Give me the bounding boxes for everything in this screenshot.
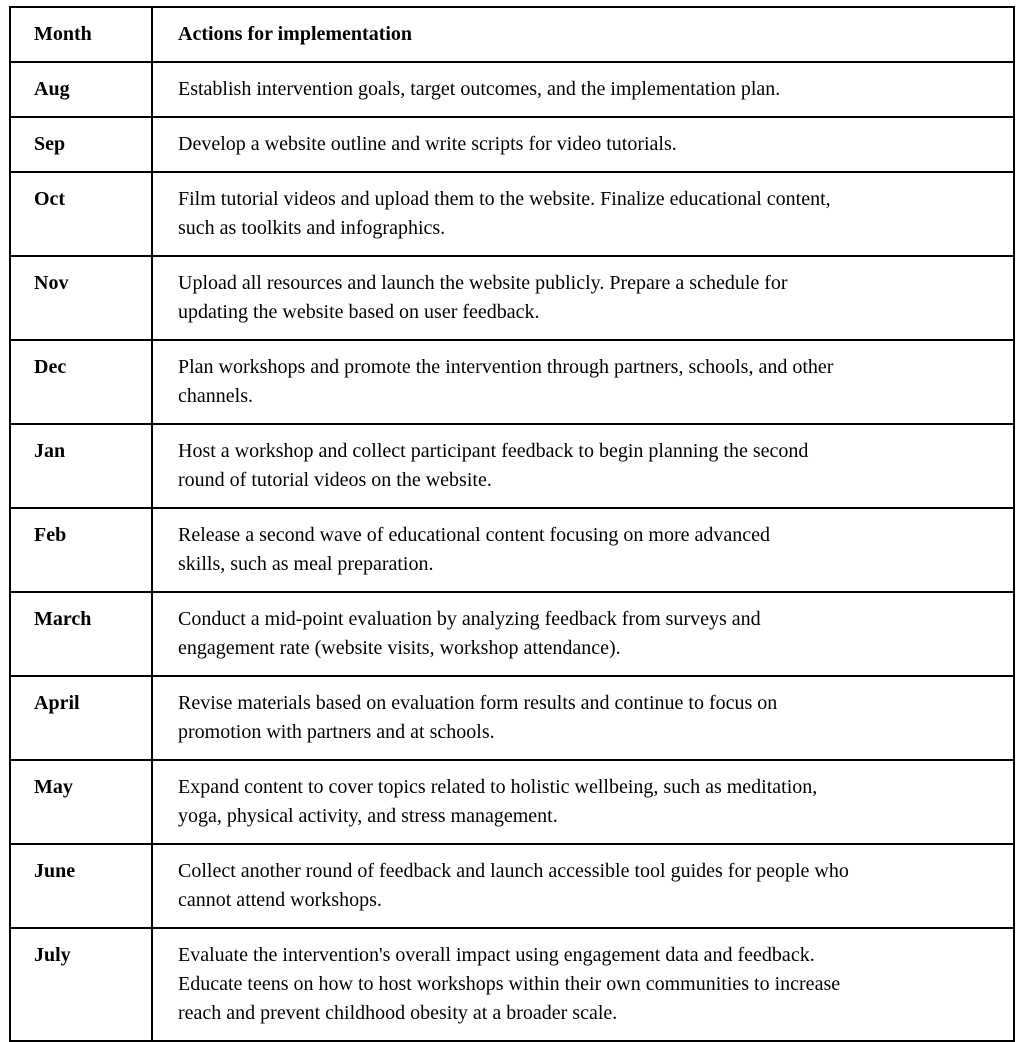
month-cell: Sep [10,117,152,172]
table-row [10,172,1014,256]
table-row [10,928,1014,1041]
action-cell: Evaluate the intervention's overall impact using engagement data and feedback. Educate teens on how to host workshops within their own communities to increase reach and prevent childhood obesity at a broader scale. [152,928,1014,1041]
month-cell: Dec [10,340,152,424]
table-row [10,62,1014,117]
month-cell: Nov [10,256,152,340]
action-cell: Conduct a mid-point evaluation by analyzing feedback from surveys and engagement rate (website visits, workshop attendance). [152,592,1014,676]
month-cell: May [10,760,152,844]
action-cell: Expand content to cover topics related to holistic wellbeing, such as meditation, yoga, physical activity, and stress management. [152,760,1014,844]
table-row [10,760,1014,844]
month-cell: Jan [10,424,152,508]
table-row [10,508,1014,592]
implementation-schedule-table [9,6,1015,1042]
table-row [10,424,1014,508]
table-row [10,256,1014,340]
month-cell: June [10,844,152,928]
action-cell: Collect another round of feedback and launch accessible tool guides for people who cannot attend workshops. [152,844,1014,928]
header-row [10,7,1014,62]
month-cell: Aug [10,62,152,117]
month-cell: April [10,676,152,760]
month-cell: Feb [10,508,152,592]
table-row [10,676,1014,760]
action-cell: Film tutorial videos and upload them to the website. Finalize educational content, such as toolkits and infographics. [152,172,1014,256]
month-cell: Oct [10,172,152,256]
action-cell: Develop a website outline and write scripts for video tutorials. [152,117,1014,172]
month-cell: March [10,592,152,676]
table-row [10,117,1014,172]
month-cell: July [10,928,152,1041]
action-cell: Upload all resources and launch the website publicly. Prepare a schedule for updating the website based on user feedback. [152,256,1014,340]
action-cell: Revise materials based on evaluation form results and continue to focus on promotion with partners and at schools. [152,676,1014,760]
actions-column-header: Actions for implementation [152,7,1014,62]
table-body [10,62,1014,1041]
table-row [10,592,1014,676]
table-row [10,340,1014,424]
action-cell: Plan workshops and promote the intervention through partners, schools, and other channels. [152,340,1014,424]
month-column-header: Month [10,7,152,62]
table-row [10,844,1014,928]
action-cell: Host a workshop and collect participant feedback to begin planning the second round of tutorial videos on the website. [152,424,1014,508]
action-cell: Release a second wave of educational content focusing on more advanced skills, such as meal preparation. [152,508,1014,592]
action-cell: Establish intervention goals, target outcomes, and the implementation plan. [152,62,1014,117]
